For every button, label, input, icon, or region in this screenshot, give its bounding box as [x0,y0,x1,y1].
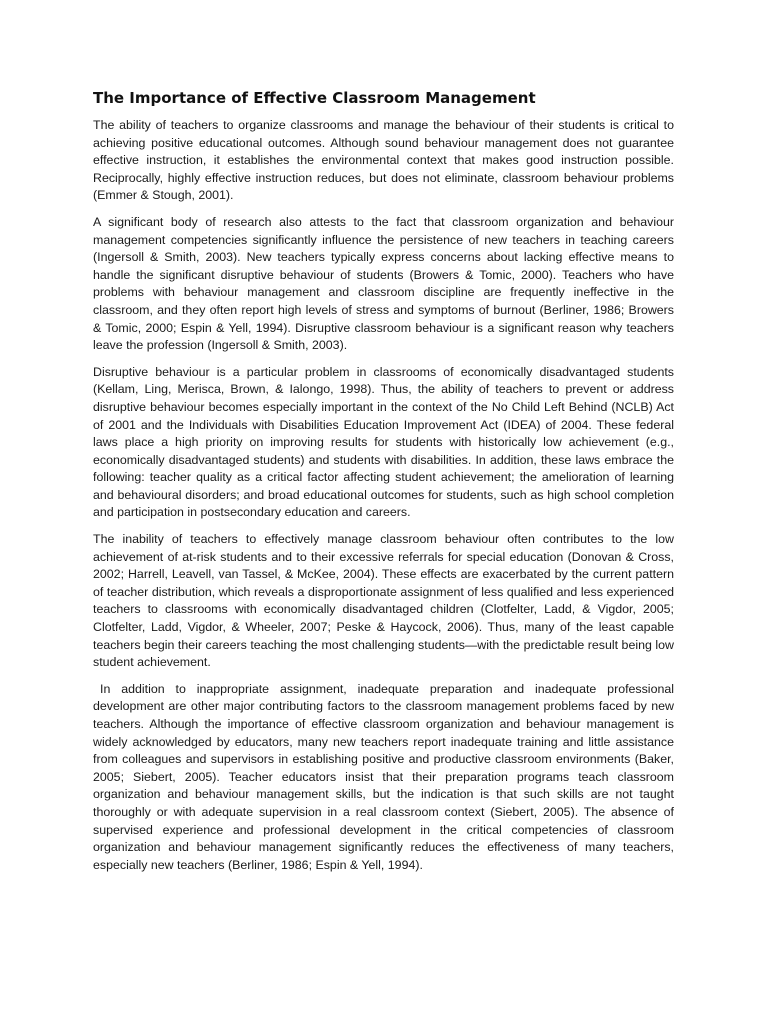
document-title: The Importance of Effective Classroom Management [93,89,536,107]
paragraph-1: The ability of teachers to organize classrooms and manage the behaviour of their students is critical to achieving positive educational outcomes. Although sound behaviour management does not guarantee effective instruction, it establishes the environmental context that makes good instruction possible. Reciprocally, highly effective instruction reduces, but does not eliminate, classroom behaviour problems (Emmer & Stough, 2001). [93,118,674,203]
paragraph-3: Disruptive behaviour is a particular problem in classrooms of economically disadvantaged students (Kellam, Ling, Merisca, Brown, & Ialongo, 1998). Thus, the ability of teachers to prevent or address disruptive behaviour becomes especially important in the context of the No Child Left Behind (NCLB) Act of 2001 and the Individuals with Disabilities Education Improvement Act (IDEA) of 2004. These federal laws place a high priority on improving results for students with historically low achievement (e.g., economically disadvantaged students) and students with disabilities. In addition, these laws embrace the following: teacher quality as a critical factor affecting student achievement; the amelioration of learning and behavioural disorders; and broad educational outcomes for students, such as high school completion and participation in postsecondary education and careers. [93,364,674,520]
paragraph-4: The inability of teachers to effectively manage classroom behaviour often contributes to the low achievement of at-risk students and to their excessive referrals for special education (Donovan & Cross, 2002; Harrell, Leavell, van Tassel, & McKee, 2004). These effects are exacerbated by the current pattern of teacher distribution, which reveals a disproportionate assignment of less qualified and less experienced teachers to classrooms with economically disadvantaged children (Clotfelter, Ladd, & Vigdor, 2005; Clotfelter, Ladd, Vigdor, & Wheeler, 2007; Peske & Haycock, 2006). Thus, many of the least capable teachers begin their careers teaching the most challenging students—with the predictable result being low student achievement. [93,532,674,670]
paragraph-2: A significant body of research also attests to the fact that classroom organization and behaviour management competencies significantly influence the persistence of new teachers in teaching careers (Ingersoll & Smith, 2003). New teachers typically express concerns about lacking effective means to handle the significant disruptive behaviour of students (Browers & Tomic, 2000). Teachers who have problems with behaviour management and classroom discipline are frequently ineffective in the classroom, and they often report high levels of stress and symptoms of burnout (Berliner, 1986; Browers & Tomic, 2000; Espin & Yell, 1994). Disruptive classroom behaviour is a significant reason why teachers leave the profession (Ingersoll & Smith, 2003). [93,214,674,353]
paragraph-5: In addition to inappropriate assignment, inadequate preparation and inadequate professional development are other major contributing factors to the classroom management problems faced by new teachers. Although the importance of effective classroom organization and behaviour management is widely acknowledged by educators, many new teachers report inadequate training and little assistance from colleagues and supervisors in establishing positive and productive classroom environments (Baker, 2005; Siebert, 2005). Teacher educators insist that their preparation programs teach classroom organization and behaviour management skills, but the indication is that such skills are not taught thoroughly or with adequate supervision in a real classroom context (Siebert, 2005). The absence of supervised experience and professional development in the critical competencies of classroom organization and behaviour management significantly reduces the effectiveness of many teachers, especially new teachers (Berliner, 1986; Espin & Yell, 1994). [93,681,674,872]
document-page [93,88,674,883]
